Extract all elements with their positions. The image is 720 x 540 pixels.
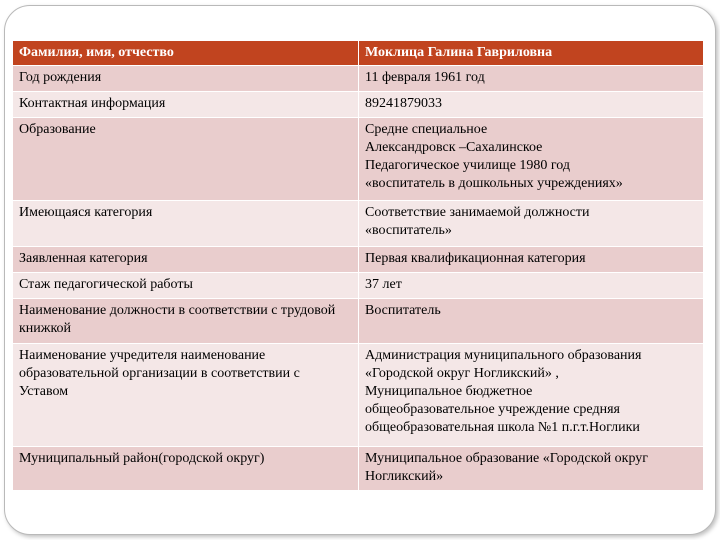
table-row-birth-year (13, 66, 704, 92)
row-value: Муниципальное образование «Городской округ Ногликский» (359, 447, 704, 491)
table-row-education (13, 118, 704, 201)
table-row-experience (13, 273, 704, 299)
row-label: Имеющаяся категория (13, 201, 359, 247)
row-label: Заявленная категория (13, 247, 359, 273)
table-row-contact (13, 92, 704, 118)
row-label: Наименование учредителя наименование образовательной организации в соответствии с Уставом (13, 344, 359, 447)
table-row-requested-category (13, 247, 704, 273)
table-row-position (13, 299, 704, 344)
row-label: Год рождения (13, 66, 359, 92)
row-value: Воспитатель (359, 299, 704, 344)
table-row-current-category (13, 201, 704, 247)
row-label: Контактная информация (13, 92, 359, 118)
row-label: Образование (13, 118, 359, 201)
table-header-row (13, 41, 704, 66)
table-row-founder (13, 344, 704, 447)
header-value: Моклица Галина Гавриловна (359, 41, 704, 66)
row-label: Наименование должности в соответствии с трудовой книжкой (13, 299, 359, 344)
row-value: Соответствие занимаемой должности «воспитатель» (359, 201, 704, 247)
row-value: 89241879033 (359, 92, 704, 118)
profile-table (12, 40, 704, 491)
table-row-district (13, 447, 704, 491)
row-value: 11 февраля 1961 год (359, 66, 704, 92)
row-label: Стаж педагогической работы (13, 273, 359, 299)
header-label: Фамилия, имя, отчество (13, 41, 359, 66)
row-label: Муниципальный район(городской округ) (13, 447, 359, 491)
row-value: 37 лет (359, 273, 704, 299)
row-value: Администрация муниципального образования «Городской округ Ногликский» , Муниципальное бюджетное общеобразовательное учреждение средняя общеобразовательная школа №1 п.г.т.Ноглики (359, 344, 704, 447)
row-value: Средне специальное Александровск –Сахалинское Педагогическое училище 1980 год «воспитатель в дошкольных учреждениях» (359, 118, 704, 201)
row-value: Первая квалификационная категория (359, 247, 704, 273)
